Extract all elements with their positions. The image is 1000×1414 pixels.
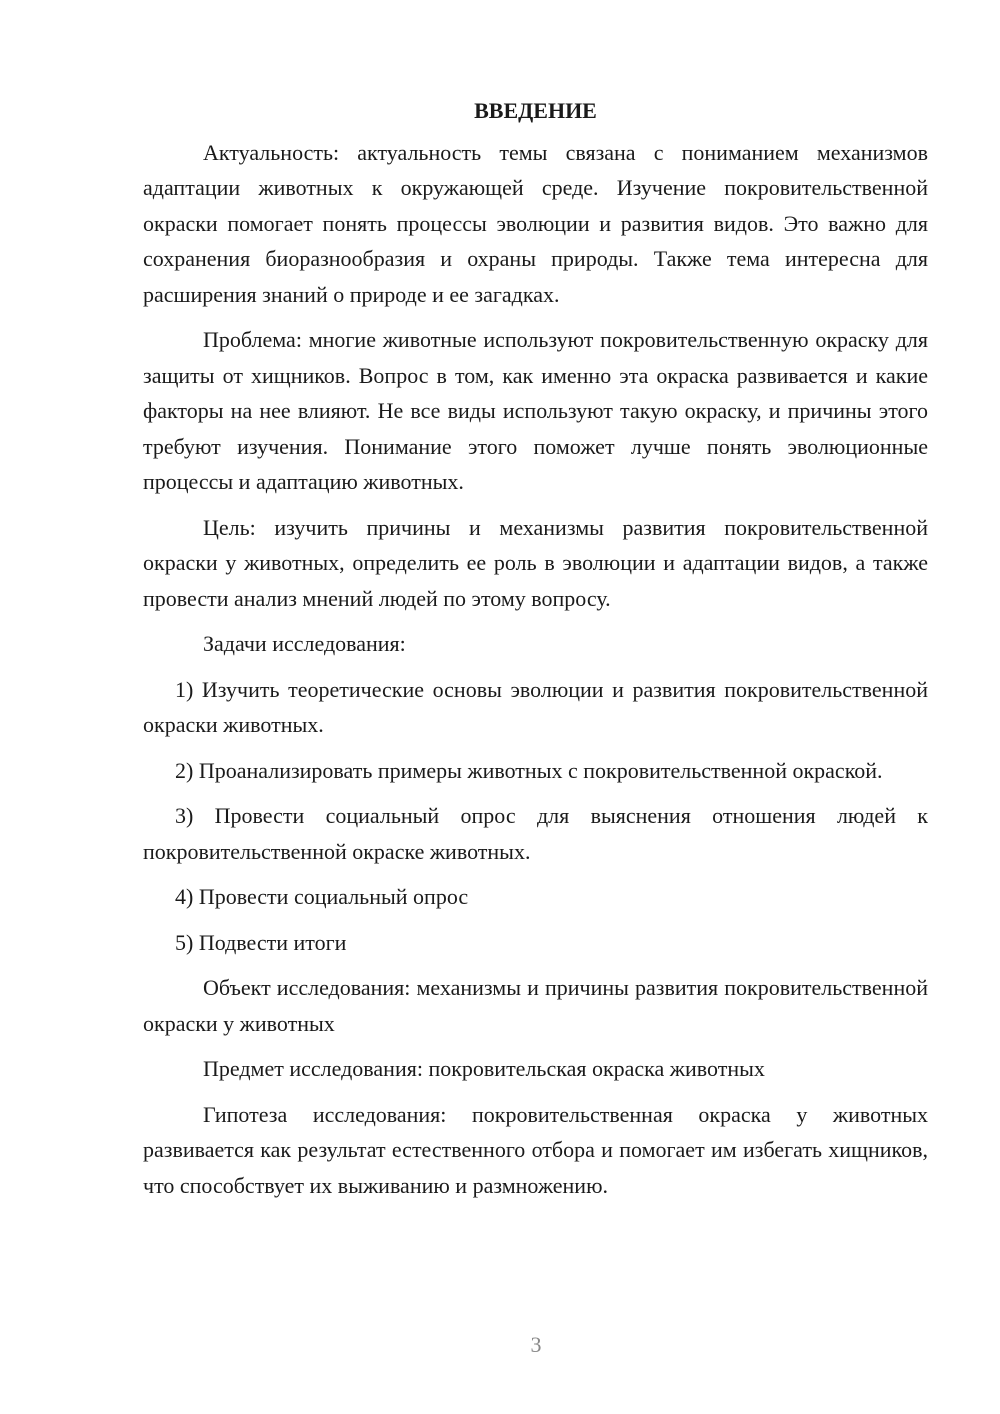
- task-item-3: 3) Провести социальный опрос для выяснения отношения людей к покровительственной окраске животных.: [143, 803, 928, 864]
- object-paragraph: Объект исследования: механизмы и причины развития покровительственной окраски у животных: [143, 975, 928, 1036]
- problem-paragraph: Проблема: многие животные используют покровительственную окраску для защиты от хищников. Вопрос в том, как именно эта окраска развивается и какие факторы на нее влияют. Не все виды используют такую окраску, и причины этого требуют изучения. Понимание этого поможет лучше понять эволюционные процессы и адаптацию животных.: [143, 327, 928, 494]
- task-item-5: 5) Подвести итоги: [175, 929, 347, 955]
- goal-paragraph: Цель: изучить причины и механизмы развития покровительственной окраски у животных, определить ее роль в эволюции и адаптации видов, а также провести анализ мнений людей по этому вопросу.: [143, 514, 928, 611]
- hypothesis-paragraph: Гипотеза исследования: покровительственная окраска у животных развивается как результат естественного отбора и помогает им избегать хищников, что способствует их выживанию и размножению.: [143, 1101, 928, 1198]
- relevance-paragraph: Актуальность: актуальность темы связана с пониманием механизмов адаптации животных к окружающей среде. Изучение покровительственной окраски помогает понять процессы эволюции и развития видов. Это важно для сохранения биоразнообразия и охраны природы. Также тема интересна для расширения знаний о природе и ее загадках.: [143, 139, 928, 307]
- tasks-heading: Задачи исследования:: [203, 631, 406, 656]
- section-title: ВВЕДЕНИЕ: [474, 98, 597, 123]
- task-item-2: 2) Проанализировать примеры животных с покровительственной окраской.: [175, 757, 883, 783]
- task-item-1: 1) Изучить теоретические основы эволюции и развития покровительственной окраски животных.: [143, 676, 928, 737]
- subject-paragraph: Предмет исследования: покровительская окраска животных: [203, 1056, 765, 1081]
- task-item-4: 4) Провести социальный опрос: [175, 884, 469, 909]
- page-number: 3: [530, 1332, 542, 1357]
- document-page: [143, 93, 928, 1213]
